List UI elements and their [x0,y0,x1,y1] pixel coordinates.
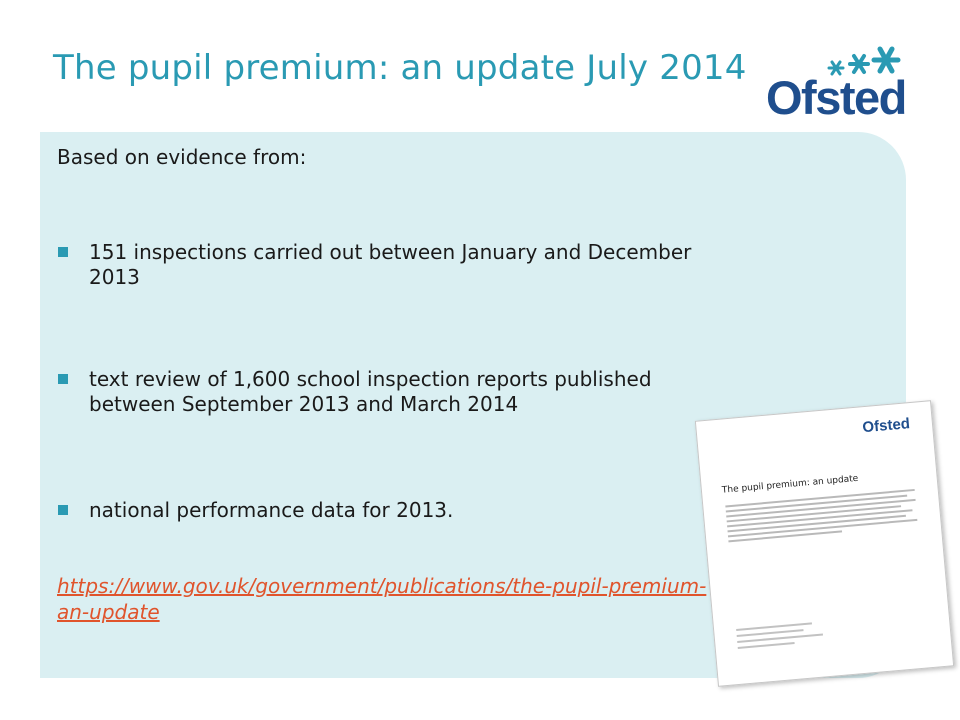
bullet-text: national performance data for 2013. [89,498,454,522]
bullet-item [58,240,698,290]
square-bullet-icon [58,374,68,384]
square-bullet-icon [58,505,68,515]
ofsted-logo [760,42,920,126]
bullet-item [58,367,698,417]
report-cover-thumbnail [695,400,954,687]
thumbnail-body-lines [725,489,918,545]
square-bullet-icon [58,247,68,257]
bullet-text: 151 inspections carried out between January and December 2013 [89,240,692,289]
intro-text: Based on evidence from: [57,145,307,169]
thumbnail-footer-lines [736,612,927,652]
bullet-text: text review of 1,600 school inspection reports published between September 2013 and March 2014 [89,367,652,416]
slide-title: The pupil premium: an update July 2014 [53,48,747,88]
logo-wordmark: Ofsted [766,71,906,124]
thumbnail-title: The pupil premium: an update [721,473,859,496]
bullet-item [58,498,698,523]
publication-link[interactable]: https://www.gov.uk/government/publications/the-pupil-premium-an-update [57,574,707,624]
thumbnail-logo: Ofsted [861,415,911,437]
